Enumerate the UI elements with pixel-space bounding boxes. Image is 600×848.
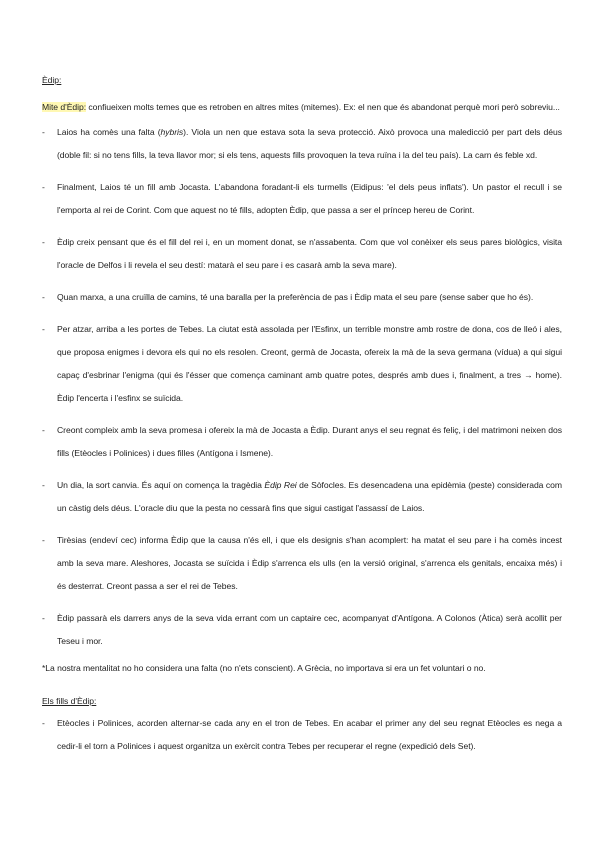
bullet-item-2 xyxy=(42,176,562,222)
bullet-text: Etèocles i Polinices, acorden alternar-se cada any en el tron de Tebes. En acabar el primer any del seu regnat Etèocles es nega a cedir-li el torn a Polinices i aquest organitza un exèrcit contra Tebes per recuperar el regne (expedició dels Set). xyxy=(57,718,562,751)
bullet-item-1 xyxy=(42,121,562,167)
footnote: *La nostra mentalitat no ho considera una falta (no n'ets conscient). A Grècia, no importava si era un fet voluntari o no. xyxy=(42,663,486,673)
bullet-item-5 xyxy=(42,318,562,410)
bullet-text: Èdip passarà els darrers anys de la seva vida errant com un captaire cec, acompanyat d'Antígona. A Colonos (Àtica) serà acollit per Teseu i mor. xyxy=(57,613,562,646)
bullet-item-4 xyxy=(42,286,562,309)
intro-paragraph xyxy=(42,96,562,119)
document-body xyxy=(42,73,562,767)
bullet-dash: - xyxy=(42,613,45,623)
bullet-dash: - xyxy=(42,425,45,435)
bullet-text: Finalment, Laios té un fill amb Jocasta. L'abandona foradant-li els turmells (Eidipus: 'el dels peus inflats'). Un pastor el recull i se l'emporta al rei de Corint. Com que aquest no té fills, adopten Èdip, que passa a ser el príncep hereu de Corint. xyxy=(57,182,562,215)
intro-text: confiueixen molts temes que es retroben en altres mites (mitemes). Ex: el nen que és abandonat perquè mori però sobreviu... xyxy=(86,102,560,112)
section-title-edip: Èdip: xyxy=(42,75,62,85)
bullet-text: Tirèsias (endeví cec) informa Èdip que la causa n'és ell, i que els designis s'han acomplert: ha matat el seu pare i ha comès incest amb la seva mare. Aleshores, Jocasta se suïcida i Èdip s'arrenca els ulls (en la versió original, s'arrenca els genitals, encaixa més) i és desterrat. Creont passa a ser el rei de Tebes. xyxy=(57,535,562,591)
bullet-dash: - xyxy=(42,127,45,137)
bullet-item-3 xyxy=(42,231,562,277)
bullet-item-6 xyxy=(42,419,562,465)
bullet-text: Creont compleix amb la seva promesa i ofereix la mà de Jocasta a Èdip. Durant anys el seu regnat és feliç, i del matrimoni neixen dos fills (Etèocles i Polinices) i dues filles (Antígona i Ismene). xyxy=(57,425,562,458)
bullet-text-pre: Un dia, la sort canvia. És aquí on comença la tragèdia xyxy=(57,480,265,490)
bullet-text: Èdip creix pensant que és el fill del rei i, en un moment donat, se n'assabenta. Com que vol conèixer els seus pares biològics, visita l'oracle de Delfos i li revela el seu destí: matarà el seu pare i es casarà amb la seva mare). xyxy=(57,237,562,270)
bullet-text: Per atzar, arriba a les portes de Tebes. La ciutat està assolada per l'Esfinx, un terrible monstre amb rostre de dona, cos de lleó i ales, que proposa enigmes i devora els qui no els resolen. Creont, germà de Jocasta, ofereix la mà de la seva germana (vídua) a qui sigui capaç d'esbrinar l'enigma (qui és l'ésser que comença caminant amb quatre potes, després amb dues i, finalment, a tres → home). Èdip l'encerta i l'esfinx se suïcida. xyxy=(57,324,562,403)
highlighted-label: Mite d'Èdip: xyxy=(42,102,87,112)
bullet-item-9 xyxy=(42,607,562,653)
bullet-item-8 xyxy=(42,529,562,598)
bullet-dash: - xyxy=(42,292,45,302)
bullet-text-post: de Sòfocles. Es desencadena una epidèmia (peste) considerada com un càstig dels déus. L'oracle diu que la pesta no cessarà fins que sigui castigat l'assassí de Laios. xyxy=(57,480,562,513)
bullet-item-7 xyxy=(42,474,562,520)
bullet-dash: - xyxy=(42,182,45,192)
bullet-text-italic: hybris xyxy=(160,127,184,137)
bullet-item-fills-1 xyxy=(42,712,562,758)
bullet-text-post: ). Viola un nen que estava sota la seva protecció. Això provoca una maledicció per part dels déus (doble fil: si no tens fills, la teva llavor mor; si els tens, aquests fills provoquen la teva ruïna i la del teu país). La carn és feble xd. xyxy=(57,127,562,160)
bullet-dash: - xyxy=(42,324,45,334)
bullet-dash: - xyxy=(42,237,45,247)
bullet-list-fills xyxy=(42,712,562,758)
section-title-fills: Els fills d'Èdip: xyxy=(42,696,97,706)
bullet-dash: - xyxy=(42,480,45,490)
bullet-dash: - xyxy=(42,535,45,545)
bullet-dash: - xyxy=(42,718,45,728)
bullet-list xyxy=(42,121,562,653)
bullet-text-italic: Èdip Rei xyxy=(264,480,297,490)
bullet-text: Quan marxa, a una cruïlla de camins, té una baralla per la preferència de pas i Èdip mata el seu pare (sense saber que ho és). xyxy=(57,292,534,302)
bullet-text-pre: Laios ha comès una falta ( xyxy=(57,127,161,137)
